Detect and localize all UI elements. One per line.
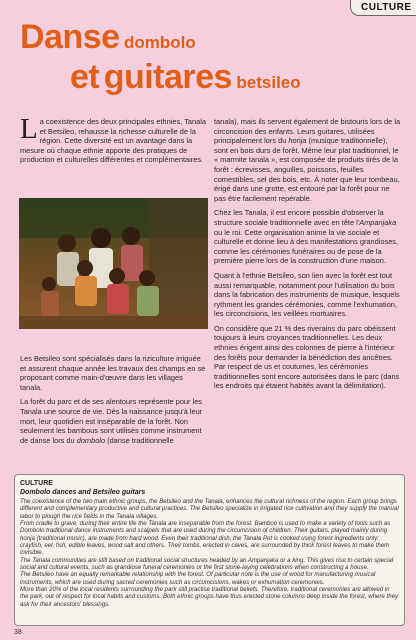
left-column-top bbox=[20, 113, 206, 170]
summary-paragraph: The coexistence of the two main ethnic groups, the Betsileo and the Tanala, enhances the cultural richness of the region. Each group brings different and complementary productive and cultural practices. The Betsileo specialize in irrigated rice cultivation and they supply the manual labor to plough the rice fields in the Tanala villages. bbox=[20, 498, 399, 520]
paragraph-betsileo-rice: Les Betsileo sont spécialisés dans la riziculture irriguée et assurent chaque année les travaux des champs en se proposant comme main-d'œuvre dans les villages tanala. bbox=[20, 354, 206, 392]
title-word-betsileo: betsileo bbox=[236, 73, 301, 92]
forest-text-dombolo: dombolo bbox=[76, 435, 106, 445]
left-column-bottom bbox=[20, 354, 206, 450]
intro-text: a coexistence des deux principales ethnies, Tanala et Betsileo, rehausse la richesse culturelle de la région. Cette diversité est un avantage dans la mesure où chaque ethnie apporte des pratiques de production et culturelles différentes et complémentaires. bbox=[20, 117, 206, 165]
paragraph-forest-life bbox=[20, 397, 206, 445]
page-number: 38 bbox=[14, 629, 22, 636]
paragraph-bamboo-guitars bbox=[214, 117, 402, 203]
english-summary-box bbox=[14, 474, 405, 626]
intro-paragraph bbox=[20, 113, 206, 165]
forest-text-end: (danse traditionnelle bbox=[105, 435, 174, 445]
paragraph-betsileo-forest: Quant à l'ethnie Betsileo, son lien avec la forêt est tout aussi remarquable, notamment pour l'utilisation du bois dans la fabrication des instruments de musique, lesquels rythment les grandes cérémonies, comme l'exhumation, les circoncisions, les veillées mortuaires. bbox=[214, 270, 400, 319]
section-tab: CULTURE bbox=[350, 0, 416, 16]
summary-paragraph: From cradle to grave, during their entire life the Tanala are inseparable from the forest. Bamboo is used to make a variety of tools such as Dombolo traditional dance instruments and scalpels that are used during the circumcision of children. Their guitars, played mainly during honja (traditional music), are made from hard wood. Even their traditional dish, the Tanala Pot is cooked using forest ingredients only: crayfish, eel, fish, edible leaves, wood salt and others. Their tombs, erected in caves, are surrounded by thick forest leaves to make them invisible. bbox=[20, 520, 391, 557]
forest-text-start: La forêt du parc et de ses alentours représente pour les Tanala une source de vie. Dès la naissance jusqu'à leur mort, leur quotidien est inséparable de la forêt. Non seulement les bambous sont utilisés comme instrument de danse lors du bbox=[20, 397, 203, 445]
photo-tanala-children bbox=[19, 198, 208, 329]
summary-heading: CULTURE bbox=[20, 480, 53, 487]
photo-image bbox=[19, 198, 208, 329]
bamboo-text-end: (musique traditionnelle), sont en bois durs de forêt. Même leur plat traditionnel, le « marmite tanala », est composée de produits tirés de la forêt : écrevisses, anguilles, poissons, feuilles comestibles, sel des bois, etc. À noter que leur tombeau, érigé dans une grotte, est entouré par la forêt pour ne pas être facilement repérable. bbox=[214, 136, 400, 203]
title-line-2 bbox=[70, 60, 301, 94]
summary-paragraph: More than 20% of the local residents surrounding the park still practise traditional beliefs. Therefore, traditional ceremonies are allowed in the park, out of respect for local habits and customs. Both ethnic groups have thus erected stone columns deep inside the forest, where they ask for their ancestors' blessings. bbox=[20, 586, 399, 608]
paragraph-social-structure bbox=[214, 208, 402, 266]
title-line-1 bbox=[20, 20, 196, 54]
title-word-danse: Danse bbox=[20, 18, 120, 56]
summary-paragraph: The Betsileo have an equally remarkable relationship with the forest. Of particular note is the use of wood for manufacturing musical instruments, which are used during sacred ceremonies such as circumcisions, wakes or exhumation ceremonies. bbox=[20, 571, 376, 586]
social-text-ampanjaka: Ampanjaka bbox=[359, 217, 397, 227]
bamboo-text-honja: hoṅja bbox=[288, 136, 307, 146]
drop-cap: L bbox=[20, 113, 38, 145]
social-text-end: ou le roi. Cette organisation anime la vie sociale et culturelle et donne lieu à des manifestations grandioses, comme les cérémonies funéraires ou de pose de la première pierre lors de la construction d'une maison. bbox=[214, 227, 399, 266]
social-text-start: Chez les Tanala, il est encore possible d'observer la structure sociale traditionnelle avec en tête l' bbox=[214, 208, 384, 227]
right-column bbox=[214, 117, 402, 396]
summary-paragraph: The Tanala communities are still based on traditional social structures headed by an Ampanjaka or a king. This gives rise to certain special social and cultural events, such as grandiose funeral ceremonies or the first stone-laying celebrations when constructing a house. bbox=[20, 556, 394, 572]
summary-subheading: Dombolo dances and Betsileo guitars bbox=[20, 489, 146, 496]
bamboo-text-start: tanala), mais ils servent également de bistouris lors de la circoncision des enfants. Leurs guitares, utilisées principalement lors du bbox=[214, 117, 401, 146]
title-word-dombolo: dombolo bbox=[124, 33, 196, 52]
title-word-et: et bbox=[70, 58, 100, 96]
title-word-guitares: guitares bbox=[103, 58, 232, 96]
paragraph-beliefs: On considère que 21 % des riverains du parc obéissent toujours à leurs croyances traditionnelles. Les deux ethnies érigent ainsi des colonnes de pierre à l'intérieur des forêts pour demander la bénédiction des ancêtres. Par respect de us et coutumes, les cérémonies traditionnelles sont encore autorisées dans le parc (dans les endroits qui étaient habités avant la délimitation). bbox=[214, 323, 400, 391]
